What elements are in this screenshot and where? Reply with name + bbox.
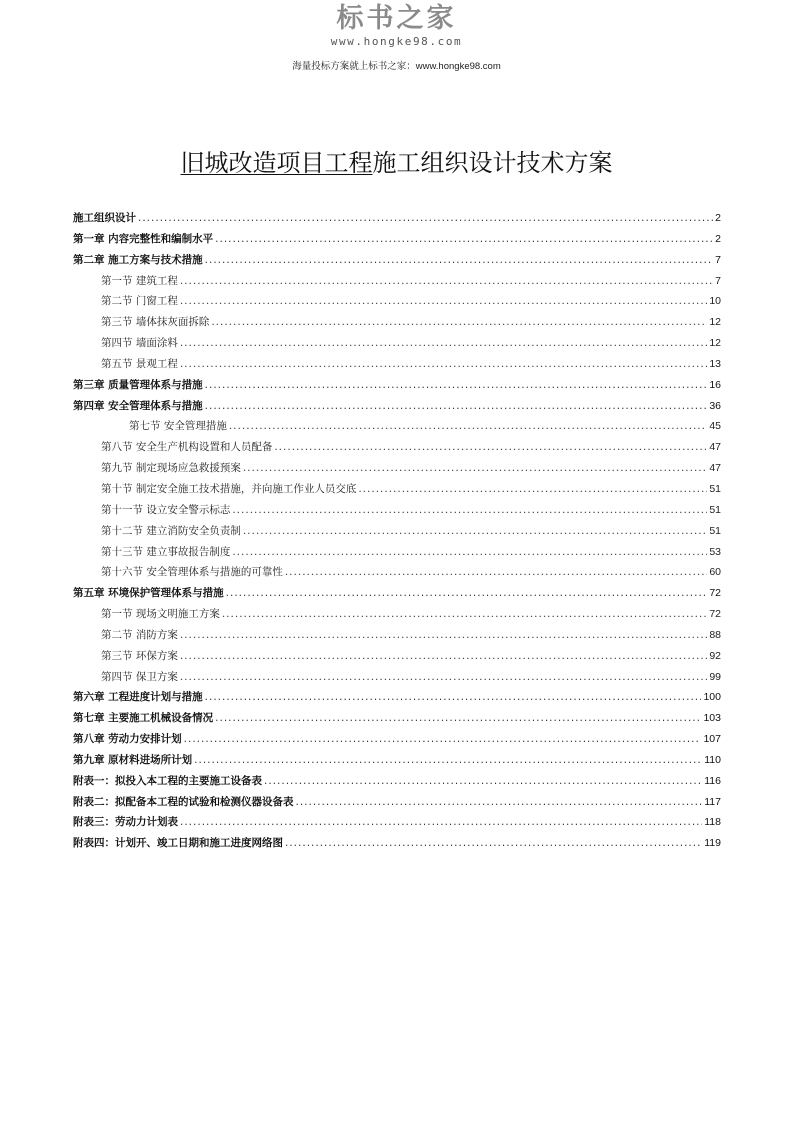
toc-entry[interactable] [73,812,721,833]
toc-entry-page: 110 [704,753,721,766]
logo-title: 标书之家 [336,3,457,34]
toc-entry-page: 99 [709,670,721,683]
toc-entry-label: 第一章 内容完整性和编制水平 [73,232,214,245]
toc-leader-dots [358,479,707,500]
toc-entry[interactable] [73,687,721,708]
toc-leader-dots [205,375,708,396]
toc-entry[interactable] [73,250,721,271]
toc-entry[interactable] [73,479,721,500]
toc-leader-dots [180,333,707,354]
toc-entry-page: 51 [709,524,721,537]
toc-entry-page: 47 [709,462,721,475]
toc-leader-dots [211,312,707,333]
toc-entry-page: 51 [709,482,721,495]
toc-leader-dots [180,291,707,312]
toc-entry-label: 第一节 建筑工程 [101,274,178,287]
toc-entry-label: 第十节 制定安全施工技术措施，并向施工作业人员交底 [101,482,357,495]
toc-leader-dots [243,458,707,479]
toc-entry[interactable] [73,396,721,417]
toc-leader-dots [243,521,707,542]
toc-entry-page: 2 [715,232,721,245]
toc-entry-page: 72 [709,587,721,600]
toc-entry-page: 36 [709,399,721,412]
toc-entry-label: 第九节 制定现场应急救援预案 [101,462,241,475]
toc-entry[interactable] [73,771,721,792]
toc-entry-label: 第二节 消防方案 [101,628,178,641]
toc-entry-page: 117 [704,795,721,808]
toc-entry-label: 第五章 环境保护管理体系与措施 [73,587,224,600]
toc-entry-label: 第五节 景观工程 [101,357,178,370]
toc-leader-dots [215,708,701,729]
toc-entry-page: 51 [709,503,721,516]
toc-leader-dots [205,396,708,417]
toc-entry-label: 第九章 原材料进场所计划 [73,753,193,766]
toc-entry[interactable] [73,229,721,250]
toc-entry-label: 附表一：拟投入本工程的主要施工设备表 [73,774,262,787]
toc-entry[interactable] [73,458,721,479]
toc-entry-page: 60 [709,566,721,579]
toc-leader-dots [180,354,707,375]
title-underlined-part: 旧城改造项目工程 [180,149,373,177]
toc-entry-page: 72 [709,608,721,621]
toc-leader-dots [296,792,703,813]
toc-entry-label: 第二章 施工方案与技术措施 [73,253,203,266]
toc-entry-page: 2 [715,212,721,224]
toc-entry[interactable] [73,333,721,354]
toc-leader-dots [226,583,708,604]
toc-entry-label: 第三章 质量管理体系与措施 [73,378,203,391]
toc-entry-label: 第一节 现场文明施工方案 [101,608,220,621]
toc-entry[interactable] [73,416,721,437]
toc-entry-page: 119 [704,837,721,850]
toc-entry-page: 53 [709,545,721,558]
toc-leader-dots [205,687,702,708]
toc-entry-page: 45 [709,420,721,433]
toc-leader-dots [184,729,702,750]
site-logo[interactable] [0,2,793,49]
toc-entry[interactable] [73,562,721,583]
toc-leader-dots [180,667,707,688]
toc-leader-dots [180,812,702,833]
toc-entry[interactable] [73,271,721,292]
toc-entry-label: 第三节 环保方案 [101,649,178,662]
toc-entry-page: 47 [709,441,721,454]
toc-entry-page: 10 [709,295,721,308]
banner-text: 海量投标方案就上标书之家： [292,61,416,72]
toc-entry-page: 16 [709,378,721,391]
toc-leader-dots [205,250,714,271]
toc-entry[interactable] [73,354,721,375]
toc-entry-label: 第十六节 安全管理体系与措施的可靠性 [101,566,283,579]
toc-entry-label: 第八节 安全生产机构设置和人员配备 [101,441,273,454]
toc-entry-page: 13 [709,357,721,370]
toc-entry[interactable] [73,667,721,688]
toc-entry[interactable] [73,792,721,813]
toc-leader-dots [232,500,707,521]
toc-leader-dots [222,604,707,625]
toc-entry-label: 第十一节 设立安全警示标志 [101,503,231,516]
toc-entry-page: 7 [715,253,721,266]
toc-entry[interactable] [73,500,721,521]
title-rest-part: 施工组织设计技术方案 [372,149,613,177]
toc-leader-dots [138,208,713,229]
toc-entry[interactable] [73,708,721,729]
toc-entry-page: 12 [709,337,721,350]
toc-leader-dots [285,562,707,583]
table-of-contents [73,208,721,854]
toc-entry-label: 第二节 门窗工程 [101,295,178,308]
toc-entry-page: 92 [709,649,721,662]
toc-entry-label: 第四节 墙面涂料 [101,337,178,350]
toc-leader-dots [180,646,707,667]
toc-entry-label: 第七章 主要施工机械设备情况 [73,712,214,725]
toc-entry[interactable] [73,604,721,625]
toc-entry-label: 第十三节 建立事故报告制度 [101,545,231,558]
toc-entry[interactable] [73,750,721,771]
toc-entry-label: 第三节 墙体抹灰面拆除 [101,316,210,329]
toc-entry-label: 第四章 安全管理体系与措施 [73,399,203,412]
toc-leader-dots [229,416,707,437]
toc-entry-label: 第四节 保卫方案 [101,670,178,683]
toc-entry[interactable] [73,625,721,646]
toc-leader-dots [285,833,702,854]
banner-link[interactable]: www.hongke98.com [415,61,501,72]
toc-entry-page: 107 [703,733,721,746]
toc-entry-page: 88 [709,628,721,641]
toc-entry-label: 第八章 劳动力安排计划 [73,733,182,746]
toc-entry-page: 116 [704,774,721,787]
toc-entry[interactable] [73,437,721,458]
toc-entry-label: 附表二：拟配备本工程的试验和检测仪器设备表 [73,795,294,808]
toc-leader-dots [215,229,713,250]
toc-entry-label: 第七节 安全管理措施 [129,420,227,433]
toc-leader-dots [194,750,702,771]
toc-entry-page: 12 [709,316,721,329]
toc-entry-page: 103 [703,712,721,725]
toc-entry[interactable] [73,583,721,604]
toc-entry[interactable] [73,729,721,750]
toc-entry-page: 118 [704,816,721,829]
toc-leader-dots [264,771,702,792]
toc-entry[interactable] [73,291,721,312]
toc-entry-page: 7 [715,274,721,287]
toc-leader-dots [232,542,707,563]
toc-entry[interactable] [73,521,721,542]
toc-entry-label: 附表三：劳动力计划表 [73,816,178,829]
toc-entry[interactable] [73,646,721,667]
logo-url: www.hongke98.com [330,35,463,48]
toc-entry-label: 第六章 工程进度计划与措施 [73,691,203,704]
promo-banner [0,58,793,72]
toc-entry-label: 附表四：计划开、竣工日期和施工进度网络图 [73,837,283,850]
toc-leader-dots [274,437,707,458]
toc-entry-label: 施工组织设计 [73,212,136,224]
document-title [0,143,793,178]
toc-leader-dots [180,271,713,292]
toc-entry[interactable] [73,208,721,229]
toc-entry[interactable] [73,375,721,396]
toc-leader-dots [180,625,707,646]
toc-entry[interactable] [73,833,721,854]
toc-entry[interactable] [73,542,721,563]
toc-entry[interactable] [73,312,721,333]
toc-entry-label: 第十二节 建立消防安全负责制 [101,524,241,537]
toc-entry-page: 100 [703,691,721,704]
